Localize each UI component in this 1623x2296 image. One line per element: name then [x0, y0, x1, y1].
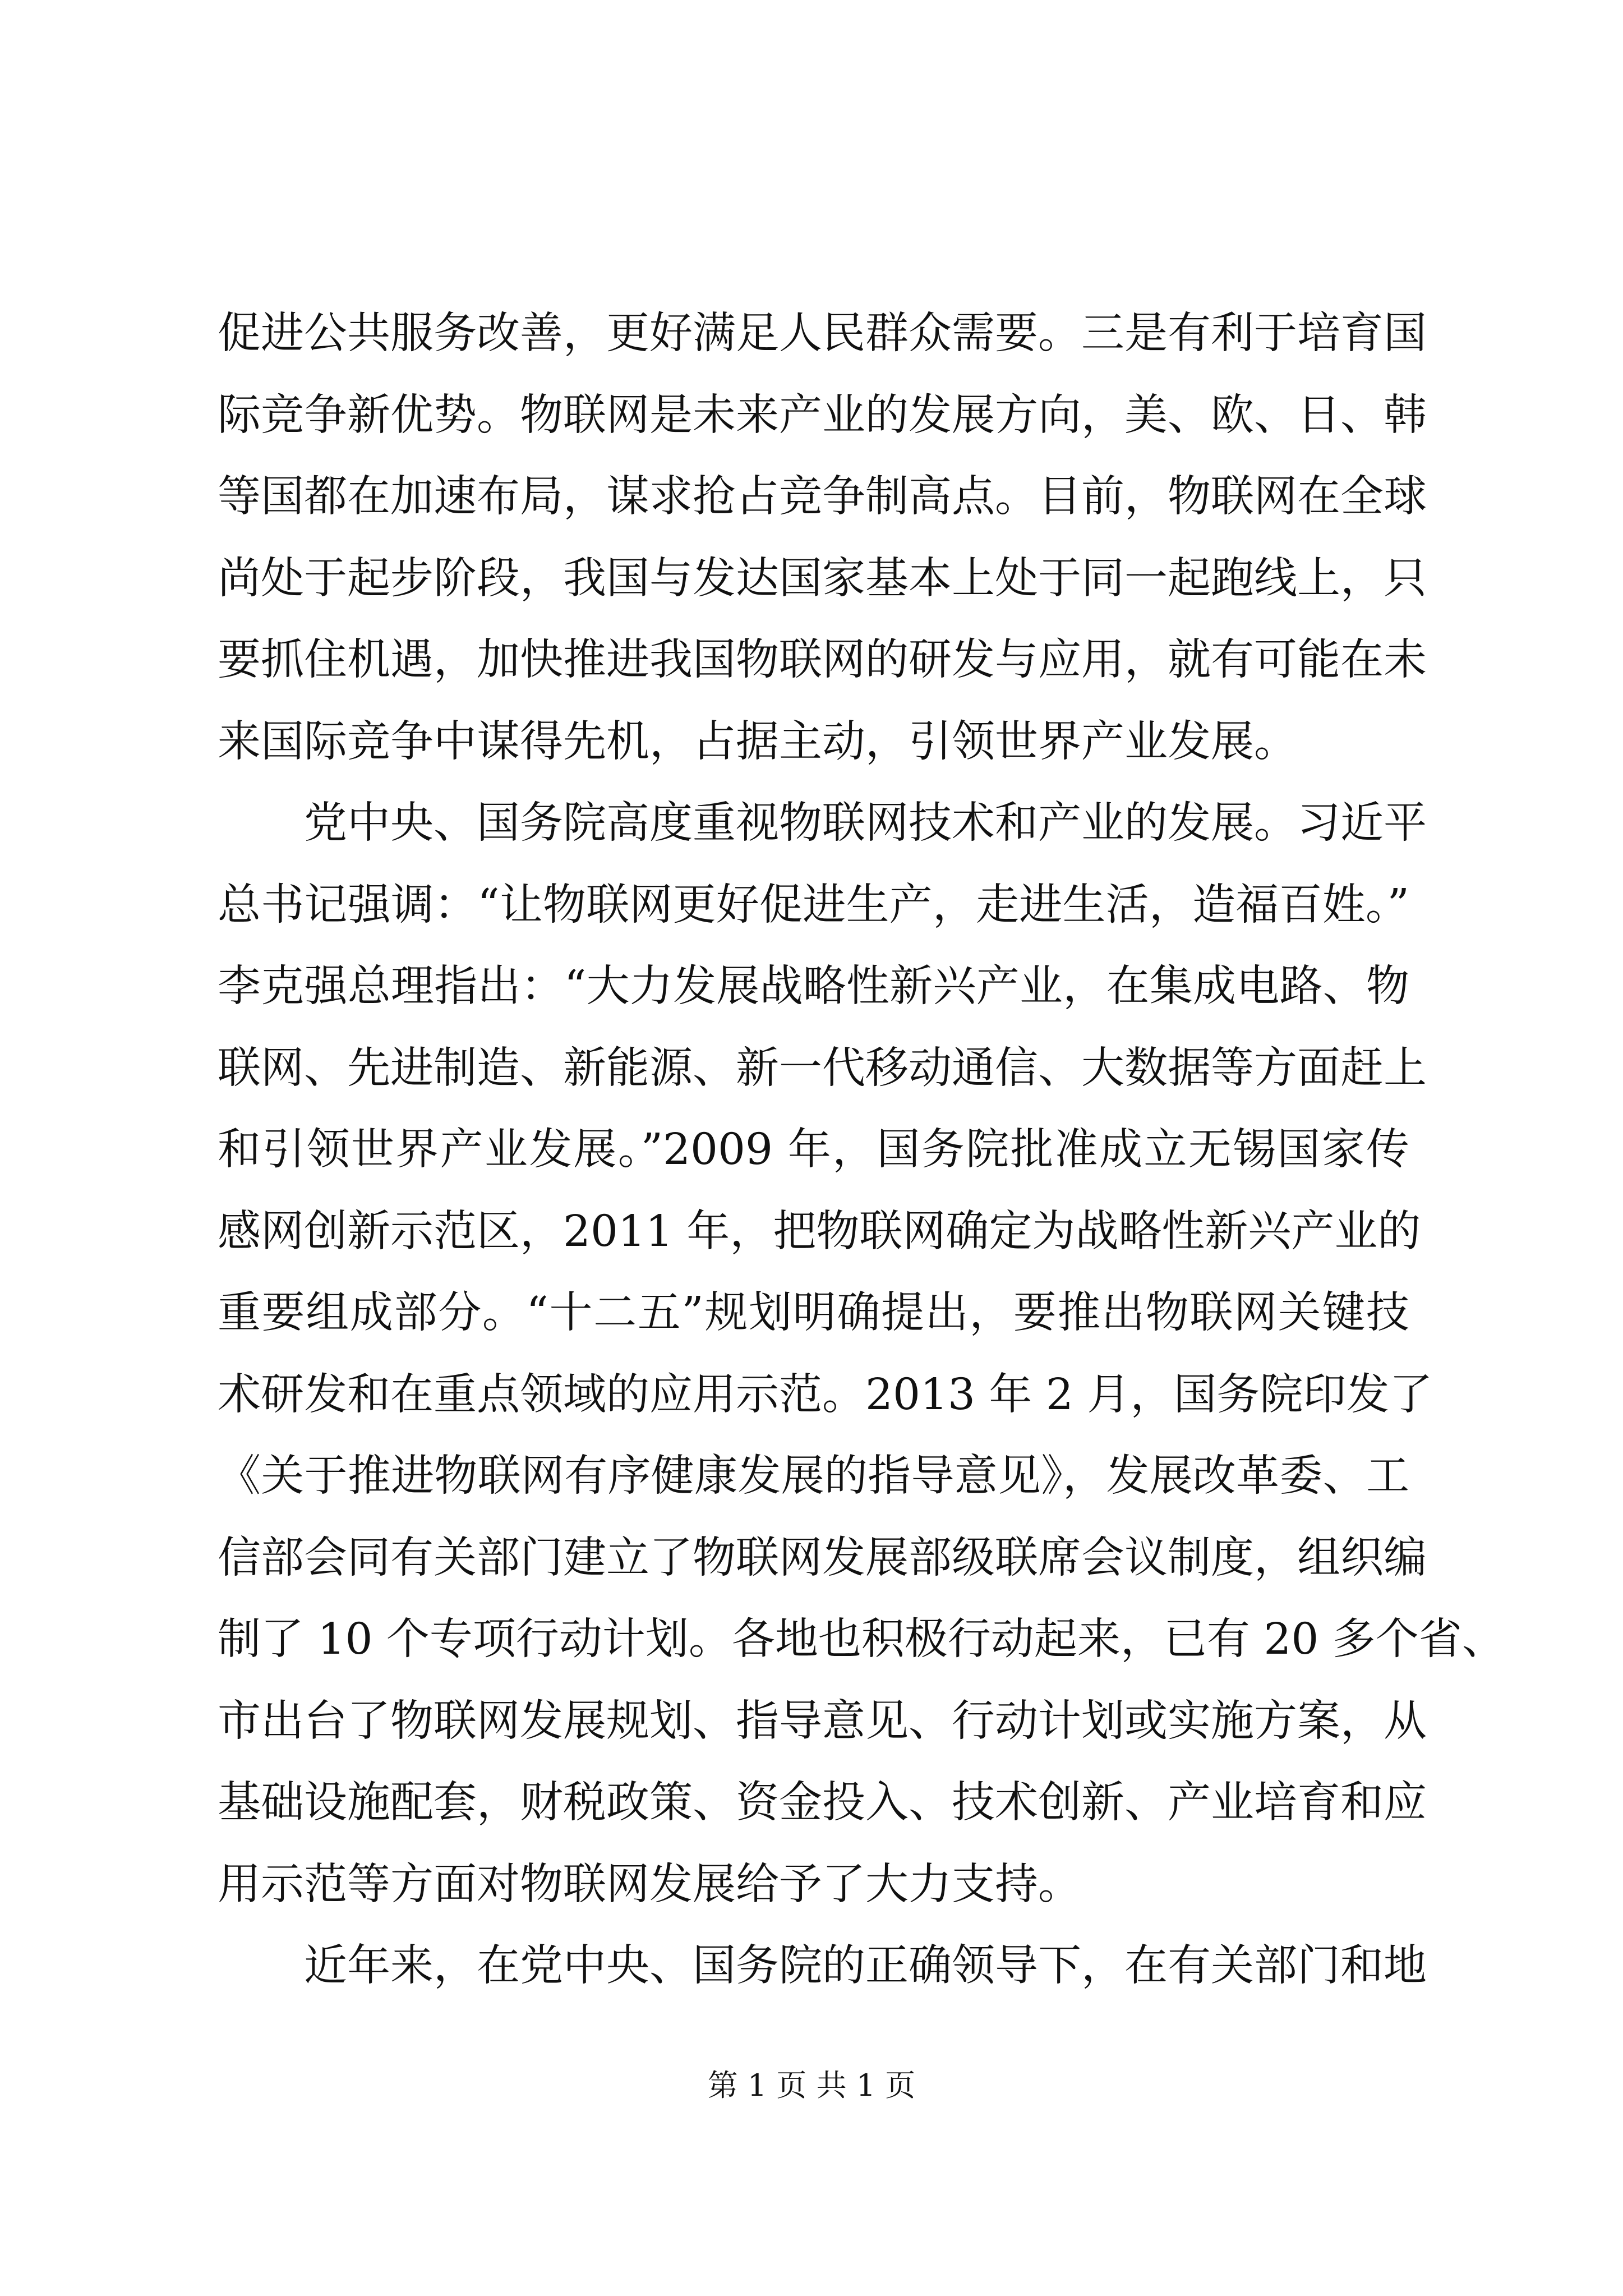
page-footer: 第 1 页 共 1 页	[707, 2068, 916, 2103]
text-line: 总书记强调：“让物联网更好促进生产，走进生活，造福百姓。”	[218, 880, 1409, 930]
text-line: 基础设施配套，财税政策、资金投入、技术创新、产业培育和应	[218, 1778, 1427, 1828]
text-line: 等国都在加速布局，谋求抢占竞争制高点。目前，物联网在全球	[218, 472, 1427, 522]
text-line: 党中央、国务院高度重视物联网技术和产业的发展。习近平	[304, 798, 1427, 848]
text-line: 制了 10 个专项行动计划。各地也积极行动起来，已有 20 多个省、	[218, 1614, 1505, 1664]
text-line: 来国际竞争中谋得先机，占据主动，引领世界产业发展。	[218, 716, 1297, 767]
text-line: 信部会同有关部门建立了物联网发展部级联席会议制度，组织编	[218, 1533, 1427, 1583]
text-line: 际竞争新优势。物联网是未来产业的发展方向，美、欧、日、韩	[218, 390, 1427, 440]
text-line: 术研发和在重点领域的应用示范。2013 年 2 月，国务院印发了	[218, 1369, 1433, 1420]
text-line: 市出台了物联网发展规划、指导意见、行动计划或实施方案，从	[218, 1696, 1427, 1746]
text-line: 李克强总理指出：“大力发展战略性新兴产业，在集成电路、物	[218, 961, 1409, 1011]
text-line: 促进公共服务改善，更好满足人民群众需要。三是有利于培育国	[218, 309, 1427, 358]
text-line: 用示范等方面对物联网发展给予了大力支持。	[218, 1859, 1081, 1910]
text-line: 《关于推进物联网有序健康发展的指导意见》，发展改革委、工	[218, 1451, 1409, 1501]
body-text	[218, 293, 1505, 2007]
text-line: 联网、先进制造、新能源、新一代移动通信、大数据等方面赶上	[218, 1043, 1427, 1093]
text-line: 和引领世界产业发展。”2009 年，国务院批准成立无锡国家传	[218, 1125, 1409, 1175]
text-line: 重要组成部分。“十二五”规划明确提出，要推出物联网关键技	[218, 1288, 1409, 1338]
text-line: 感网创新示范区，2011 年，把物联网确定为战略性新兴产业的	[218, 1206, 1421, 1257]
text-line: 尚处于起步阶段，我国与发达国家基本上处于同一起跑线上，只	[218, 553, 1427, 604]
text-line: 要抓住机遇，加快推进我国物联网的研发与应用，就有可能在未	[218, 635, 1427, 685]
text-line: 近年来，在党中央、国务院的正确领导下，在有关部门和地	[304, 1941, 1427, 1991]
